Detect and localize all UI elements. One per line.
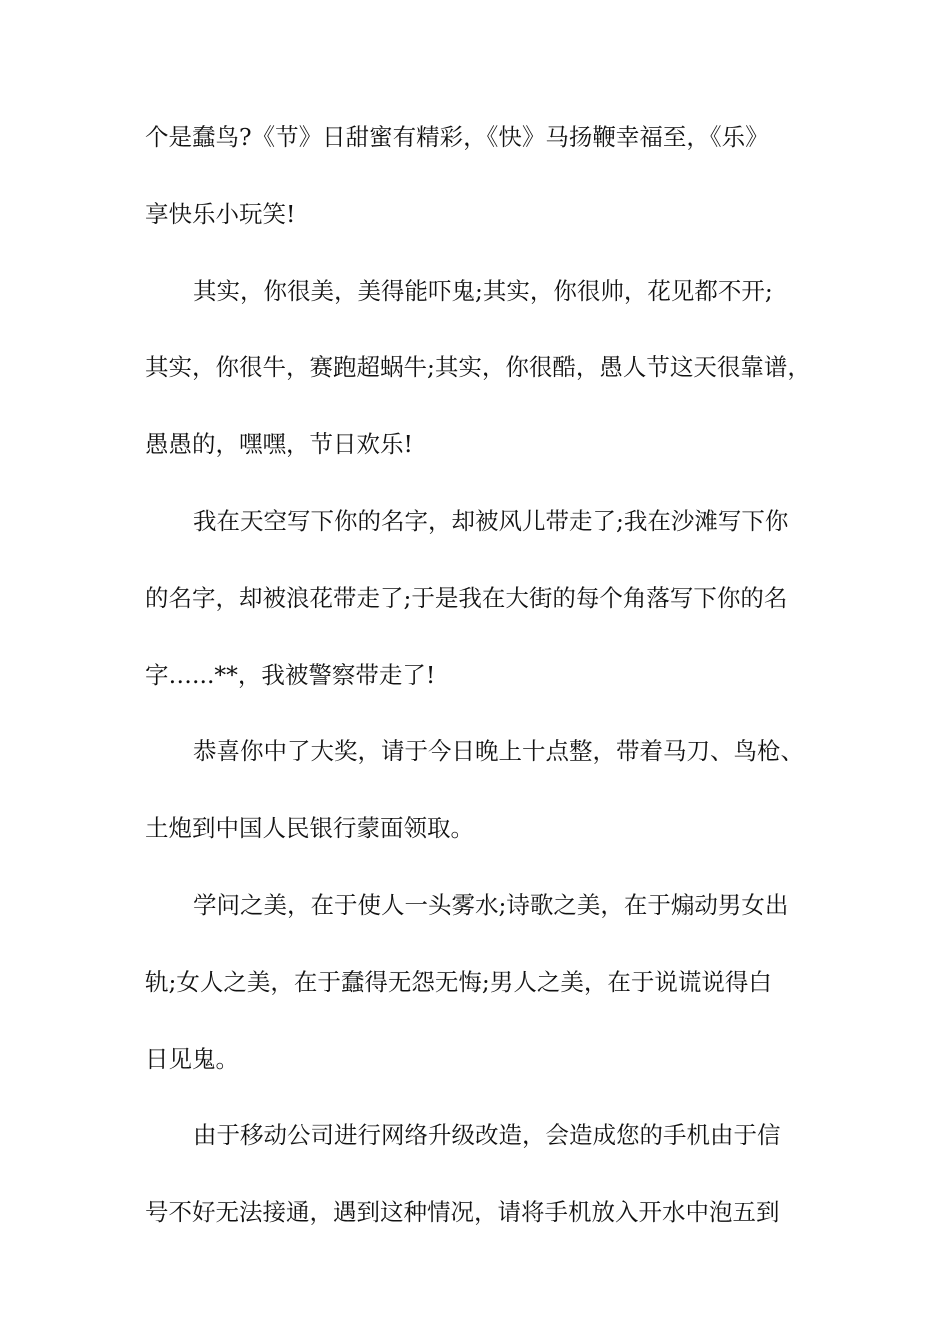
text-line: 的名字，却被浪花带走了;于是我在大街的每个角落写下你的名 bbox=[145, 583, 788, 612]
text-line: 日见鬼。 bbox=[145, 1044, 239, 1073]
paragraph-start-line: 由于移动公司进行网络升级改造，会造成您的手机由于信 bbox=[193, 1121, 781, 1150]
text-line: 轨;女人之美，在于蠢得无怨无悔;男人之美，在于说谎说得白 bbox=[145, 967, 772, 996]
text-line: 享快乐小玩笑! bbox=[145, 199, 296, 228]
paragraph-start-line: 恭喜你中了大奖，请于今日晚上十点整，带着马刀、鸟枪、 bbox=[193, 737, 804, 766]
text-line: 其实，你很牛，赛跑超蜗牛;其实，你很酷，愚人节这天很靠谱， bbox=[145, 353, 811, 382]
paragraph-start-line: 我在天空写下你的名字，却被风儿带走了;我在沙滩写下你 bbox=[193, 506, 789, 535]
text-line: 号不好无法接通，遇到这种情况，请将手机放入开水中泡五到 bbox=[145, 1198, 780, 1227]
body-text bbox=[145, 122, 827, 1274]
paragraph-start-line: 学问之美，在于使人一头雾水;诗歌之美，在于煽动男女出 bbox=[193, 890, 789, 919]
text-line: 愚愚的，嘿嘿，节日欢乐! bbox=[145, 430, 413, 459]
paragraph-start-line: 其实，你很美，美得能吓鬼;其实，你很帅，花见都不开; bbox=[193, 276, 773, 305]
text-line: 土炮到中国人民银行蒙面领取。 bbox=[145, 814, 474, 843]
text-line: 个是蠢鸟?《节》日甜蜜有精彩，《快》马扬鞭幸福至，《乐》 bbox=[145, 123, 769, 151]
text-line: 字…...**，我被警察带走了! bbox=[145, 660, 436, 689]
